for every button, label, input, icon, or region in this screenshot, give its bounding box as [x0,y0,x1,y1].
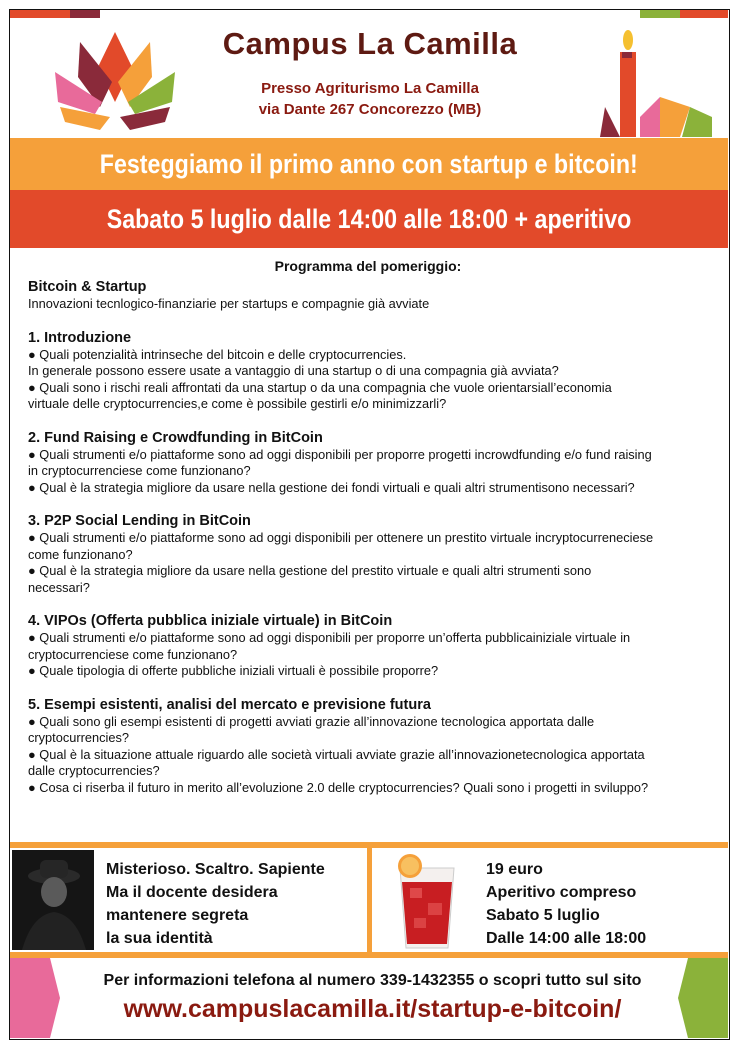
teacher-line: mantenere segreta [106,907,249,924]
corner-decoration [70,10,100,18]
program-section-5 [28,696,728,797]
section-title: 1. Introduzione [28,329,132,346]
intro-text: Innovazioni tecnlogico-finanziarie per startups e compagnie già avviate [28,296,430,311]
program-section-2 [28,429,728,497]
section-line: ● Cosa ci riserba il futuro in merito all’evoluzione 2.0 delle cryptocurrencies? Quali sono i progetti in sviluppo? [28,779,649,795]
program-section-3 [28,512,728,596]
section-line: ● Quali potenzialità intrinseche del bitcoin e delle cryptocurrencies. [28,346,407,362]
divider [367,848,372,952]
program-section-1 [28,329,728,413]
section-line: in cryptocurrenciese come funzionano? [28,463,251,478]
teacher-description [106,858,325,950]
headline-band [10,138,728,190]
address-line-1: Presso Agriturismo La Camilla [261,80,479,97]
section-line: cryptocurrenciese come funzionano? [28,646,238,662]
campus-title: Campus La Camilla [222,26,518,61]
section-title: 4. VIPOs (Offerta pubblica iniziale virtuale) in BitCoin [28,613,393,629]
section-line: necessari? [28,579,90,595]
program-section-4 [28,612,728,680]
section-line: virtuale delle cryptocurrencies,e come è possibile gestirli e/o minimizzarli? [28,396,447,411]
section-title: 2. Fund Raising e Crowdfunding in BitCoin [28,429,323,446]
program-content [28,258,728,796]
teacher-silhouette-icon [12,850,94,950]
price-info [486,858,646,950]
section-line: ● Quali strumenti e/o piattaforme sono ad oggi disponibili per proporre progetti incrowdfunding e/o fund raising [28,446,652,462]
divider [10,952,728,958]
section-line: come funzionano? [28,546,133,562]
section-line: dalle cryptocurrencies? [28,763,160,778]
teacher-line: Ma il docente desidera [106,884,278,901]
corner-decoration [10,10,70,18]
section-title: 5. Esempi esistenti, analisi del mercato e previsione futura [28,696,431,713]
website-link[interactable]: www.campuslacamilla.it/startup-e-bitcoin/ [123,995,622,1023]
teacher-line: la sua identità [106,930,213,947]
section-line: ● Quale tipologia di offerte pubbliche iniziali virtuali è possibile proporre? [28,663,439,678]
section-line: In generale possono essere usate a vantaggio di una startup o di una compagnia già avviata? [28,363,559,378]
section-line: ● Quali strumenti e/o piattaforme sono ad oggi disponibili per ottenere un prestito virtuale incryptocurreneciese [28,530,654,545]
headline-text: Festeggiamo il primo anno con startup e bitcoin! [100,149,638,179]
section-line: ● Quali strumenti e/o piattaforme sono ad oggi disponibili per proporre un’offerta pubblicainiziale virtuale in [28,630,631,645]
section-line: cryptocurrencies? [28,730,129,745]
price-line: Dalle 14:00 alle 18:00 [486,930,647,947]
section-line: ● Quali sono gli esempi esistenti di progetti avviati grazie all’innovazione tecnologica apportata dalle [28,713,595,729]
contact-info: Per informazioni telefona al numero 339-1432355 o scopri tutto sul sito [103,972,642,989]
address-line-2: via Dante 267 Concorezzo (MB) [258,101,482,118]
section-line: ● Qual è la situazione attuale riguardo alle società virtuali avviate grazie all’innovazionetecnologica apportata [28,746,645,762]
teacher-photo [12,850,94,950]
intro-title: Bitcoin & Startup [28,279,147,295]
cocktail-glass-icon [388,848,468,952]
date-band [10,190,728,248]
section-line: ● Quali sono i rischi reali affrontati da una startup o da una compagnia che vuole orientarsiall’economia [28,379,612,395]
price-line: Aperitivo compreso [486,884,637,901]
date-text: Sabato 5 luglio dalle 14:00 alle 18:00 + aperitivo [106,204,632,234]
section-title: 3. P2P Social Lending in BitCoin [28,513,251,529]
program-heading: Programma del pomeriggio: [274,258,462,274]
price-line: Sabato 5 luglio [486,907,600,924]
price-line: 19 euro [486,861,543,878]
teacher-line: Misterioso. Scaltro. Sapiente [106,861,325,878]
corner-decoration [640,10,680,18]
section-line: ● Qual è la strategia migliore da usare nella gestione del prestito virtuale e quali altri strumenti sono [28,563,592,578]
section-line: ● Qual è la strategia migliore da usare nella gestione dei fondi virtuali e quali altri strumentisono necessari? [28,479,635,495]
corner-decoration [680,10,728,18]
